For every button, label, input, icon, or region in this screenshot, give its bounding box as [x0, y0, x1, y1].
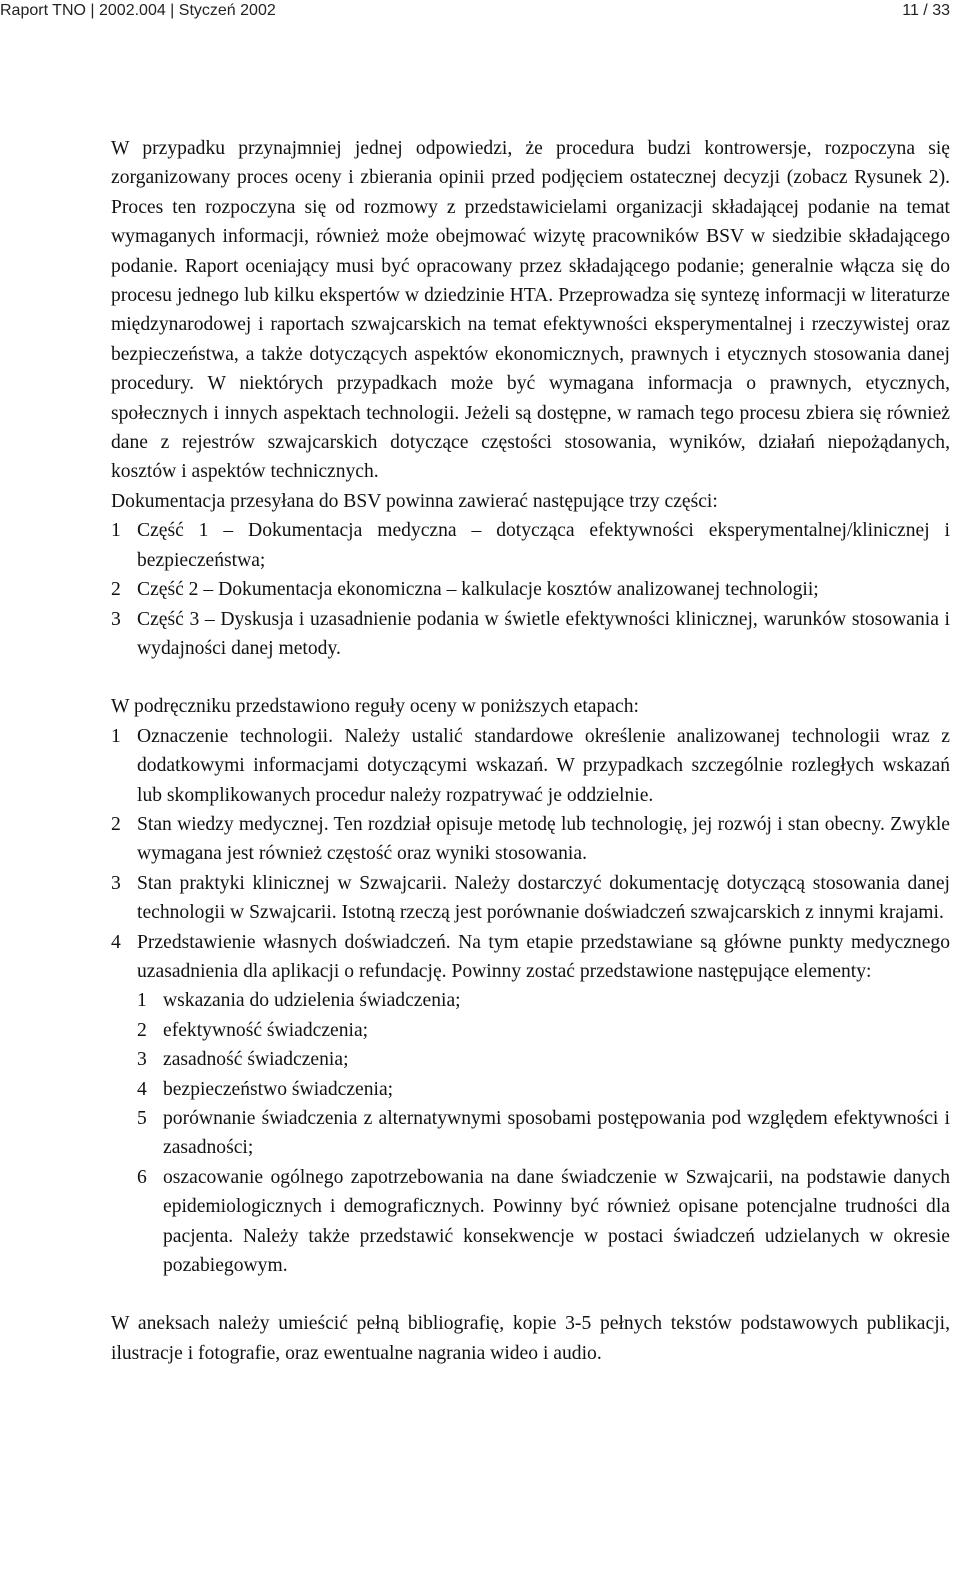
list-number: 1	[111, 520, 121, 542]
section-spacer	[111, 663, 950, 692]
sub-list-item	[137, 1075, 950, 1104]
section-spacer	[111, 1280, 950, 1309]
sub-list-number: 2	[137, 1019, 147, 1041]
document-body	[111, 134, 950, 1368]
documentation-part-item	[111, 516, 950, 575]
list-item-text: Oznaczenie technologii. Należy ustalić standardowe określenie analizowanej technologii wraz z dodatkowymi informacjami dotyczącymi wskazań. W przypadkach szczególnie rozległych wskazań lub skomplikowanych procedur należy rozpatrywać je oddzielnie.	[137, 725, 950, 806]
list-item-text: Część 2 – Dokumentacja ekonomiczna – kalkulacje kosztów analizowanej technologii;	[137, 579, 819, 601]
presentation-elements-list	[137, 986, 950, 1280]
list-number: 3	[111, 872, 121, 894]
sub-list-item-text: efektywność świadczenia;	[163, 1019, 369, 1041]
sub-list-item	[137, 1104, 950, 1163]
intro-paragraph: W przypadku przynajmniej jednej odpowiedzi, że procedura budzi kontrowersje, rozpoczyna się zorganizowany proces oceny i zbierania opinii przed podjęciem ostatecznej decyzji (zobacz Rysunek 2). Proces ten rozpoczyna się od rozmowy z przedstawicielami organizacji składającej podanie na temat wymaganych informacji, również może obejmować wizytę pracowników BSV w siedzibie składającego podanie. Raport oceniający musi być opracowany przez składającego podanie; generalnie włącza się do procesu jednego lub kilku ekspertów w dziedzinie HTA. Przeprowadza się syntezę informacji w literaturze międzynarodowej i raportach szwajcarskich na temat efektywności eksperymentalnej i rzeczywistej oraz bezpieczeństwa, a także dotyczących aspektów ekonomicznych, prawnych i etycznych stosowania danej procedury. W niektórych przypadkach może być wymagana informacja o prawnych, etycznych, społecznych i innych aspektach technologii. Jeżeli są dostępne, w ramach tego procesu zbiera się również dane z rejestrów szwajcarskich dotyczące częstości stosowania, wyników, działań niepożądanych, kosztów i aspektów technicznych.	[111, 138, 950, 483]
sub-list-number: 5	[137, 1108, 147, 1129]
sub-list-item	[137, 986, 950, 1015]
page-number: 11 / 33	[902, 2, 950, 19]
documentation-list-lead: Dokumentacja przesyłana do BSV powinna zawierać następujące trzy części:	[111, 490, 718, 512]
sub-list-item-text: bezpieczeństwo świadczenia;	[163, 1078, 394, 1100]
page-header	[0, 0, 950, 22]
handbook-stage-item	[111, 810, 950, 869]
list-item-body	[137, 928, 950, 1281]
list-item-text: Stan praktyki klinicznej w Szwajcarii. Należy dostarczyć dokumentację dotyczącą stosowania danej technologii w Szwajcarii. Istotną rzeczą jest porównanie doświadczeń szwajcarskich z innymi krajami.	[137, 872, 950, 924]
handbook-stage-item	[111, 869, 950, 928]
documentation-parts-list	[111, 516, 950, 663]
list-number: 3	[111, 608, 121, 630]
list-number: 4	[111, 931, 121, 953]
sub-list-item	[137, 1016, 950, 1045]
sub-list-number: 1	[137, 990, 147, 1012]
report-header-title: Raport TNO | 2002.004 | Styczeń 2002	[0, 2, 276, 19]
list-number: 2	[111, 579, 121, 601]
list-item-text: Część 3 – Dyskusja i uzasadnienie podania w świetle efektywności klinicznej, warunków stosowania i wydajności danej metody.	[137, 608, 950, 659]
sub-list-number: 3	[137, 1049, 147, 1071]
sub-list-number: 6	[137, 1166, 147, 1188]
handbook-lead: W podręczniku przedstawiono reguły oceny w poniższych etapach:	[111, 696, 639, 718]
list-number: 1	[111, 725, 121, 747]
sub-list-item-text: zasadność świadczenia;	[163, 1049, 349, 1071]
sub-list-item	[137, 1045, 950, 1074]
sub-list-item	[137, 1163, 950, 1281]
handbook-stage-item	[111, 722, 950, 810]
sub-list-item-text: wskazania do udzielenia świadczenia;	[163, 990, 461, 1012]
annexes-paragraph: W aneksach należy umieścić pełną bibliografię, kopie 3-5 pełnych tekstów podstawowych publikacji, ilustracje i fotografie, oraz ewentualne nagrania wideo i audio.	[111, 1313, 950, 1364]
list-number: 2	[111, 813, 121, 835]
documentation-part-item	[111, 605, 950, 664]
list-item-text: Część 1 – Dokumentacja medyczna – dotycząca efektywności eksperymentalnej/klinicznej i bezpieczeństwa;	[137, 520, 950, 571]
handbook-stage-item	[111, 928, 950, 1281]
handbook-stages-list	[111, 722, 950, 1281]
documentation-part-item	[111, 575, 950, 604]
list-item-text: Przedstawienie własnych doświadczeń. Na tym etapie przedstawiane są główne punkty medycznego uzasadnienia dla aplikacji o refundację. Powinny zostać przedstawione następujące elementy:	[137, 931, 950, 982]
sub-list-item-text: porównanie świadczenia z alternatywnymi sposobami postępowania pod względem efektywności i zasadności;	[163, 1108, 950, 1159]
sub-list-item-text: oszacowanie ogólnego zapotrzebowania na dane świadczenie w Szwajcarii, na podstawie danych epidemiologicznych i demograficznych. Powinny być również opisane potencjalne trudności dla pacjenta. Należy także przedstawić konsekwencje w postaci świadczeń udzielanych w okresie pozabiegowym.	[163, 1166, 950, 1277]
sub-list-number: 4	[137, 1078, 147, 1100]
list-item-text: Stan wiedzy medycznej. Ten rozdział opisuje metodę lub technologię, jej rozwój i stan obecny. Zwykle wymagana jest również częstość oraz wyniki stosowania.	[137, 813, 950, 865]
